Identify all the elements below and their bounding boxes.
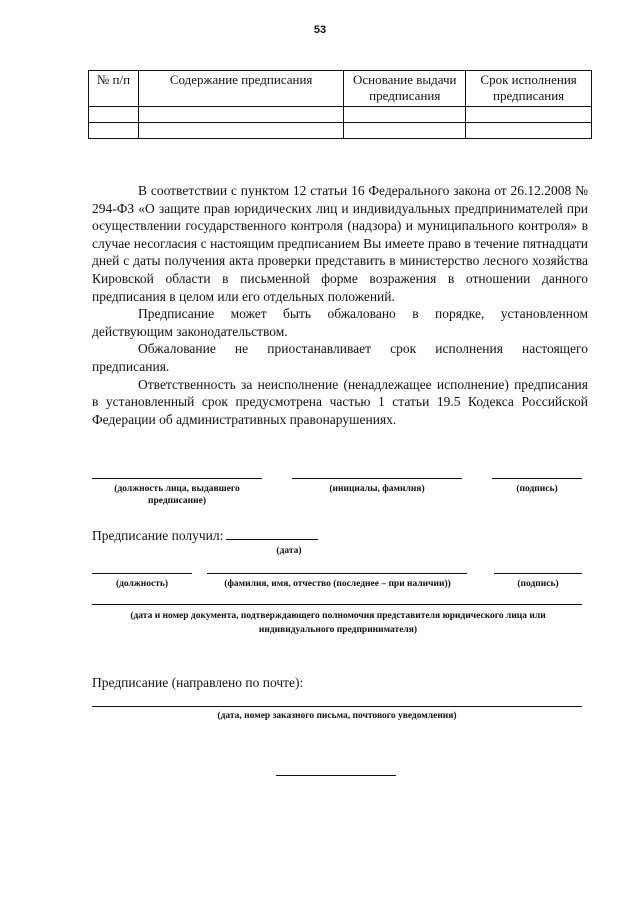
received-label: Предписание получил: (92, 528, 224, 543)
table-cell (89, 107, 139, 123)
initials-caption: (инициалы, фамилия) (329, 484, 425, 494)
date-blank (226, 527, 318, 540)
closing-rule (276, 775, 396, 776)
table-cell (138, 123, 343, 139)
paragraph-no-suspension: Обжалование не приостанавливает срок исполнения настоящего предписания. (92, 341, 588, 374)
header-deadline: Срок исполнения предписания (466, 71, 592, 107)
orders-table (88, 70, 592, 139)
document-line (92, 604, 582, 605)
table-row (89, 123, 592, 139)
document-caption: (дата и номер документа, подтверждающего полномочия представителя юридического лица или индивидуального предпринимателя) (130, 611, 546, 635)
signature-caption: (подпись) (516, 484, 558, 494)
recipient-name-caption: (фамилия, имя, отчество (последнее – при наличии)) (224, 579, 451, 589)
recipient-position-caption: (должность) (115, 579, 169, 589)
page-number: 53 (313, 24, 327, 36)
mailed-line (92, 706, 582, 707)
paragraph-appeal-procedure: Предписание может быть обжаловано в порядке, установленном действующим законодательством. (92, 306, 588, 339)
position-line (92, 478, 262, 479)
mailed-caption: (дата, номер заказного письма, почтового уведомления) (217, 711, 457, 721)
header-content: Содержание предписания (138, 71, 343, 107)
recipient-signature-caption: (подпись) (517, 579, 559, 589)
header-basis: Основание выдачи предписания (344, 71, 466, 107)
recipient-position-line (92, 573, 192, 574)
mailed-label: Предписание (направлено по почте): (92, 675, 304, 690)
table-cell (89, 123, 139, 139)
paragraph-liability: Ответственность за неисполнение (ненадлежащее исполнение) предписания в установленный срок предусмотрена частью 1 статьи 19.5 Кодекса Российской Федерации об административных правонарушениях. (92, 376, 588, 427)
table-header-row (89, 71, 592, 107)
table-cell (344, 107, 466, 123)
table-cell (466, 107, 592, 123)
table-cell (344, 123, 466, 139)
received-line (92, 527, 318, 544)
paragraph-appeal-right: В соответствии с пунктом 12 статьи 16 Федерального закона от 26.12.2008 № 294-ФЗ «О защите прав юридических лиц и индивидуальных предпринимателей при осуществлении государственного контроля (надзора) и муниципального контроля» в случае несогласия с настоящим предписанием Вы имеете право в течение пятнадцати дней с даты получения акта проверки представить в министерство лесного хозяйства Кировской области в письменной форме возражения в отношении данного предписания в целом или его отдельных положений. (92, 183, 588, 304)
recipient-name-line (207, 573, 467, 574)
position-caption: (должность лица, выдавшего предписание) (114, 484, 240, 506)
table-row (89, 107, 592, 123)
body-text (92, 182, 588, 428)
header-number: № п/п (89, 71, 139, 107)
table-cell (466, 123, 592, 139)
table-cell (138, 107, 343, 123)
initials-line (292, 478, 462, 479)
recipient-signature-line (494, 573, 582, 574)
signature-line (492, 478, 582, 479)
date-caption: (дата) (276, 546, 302, 556)
